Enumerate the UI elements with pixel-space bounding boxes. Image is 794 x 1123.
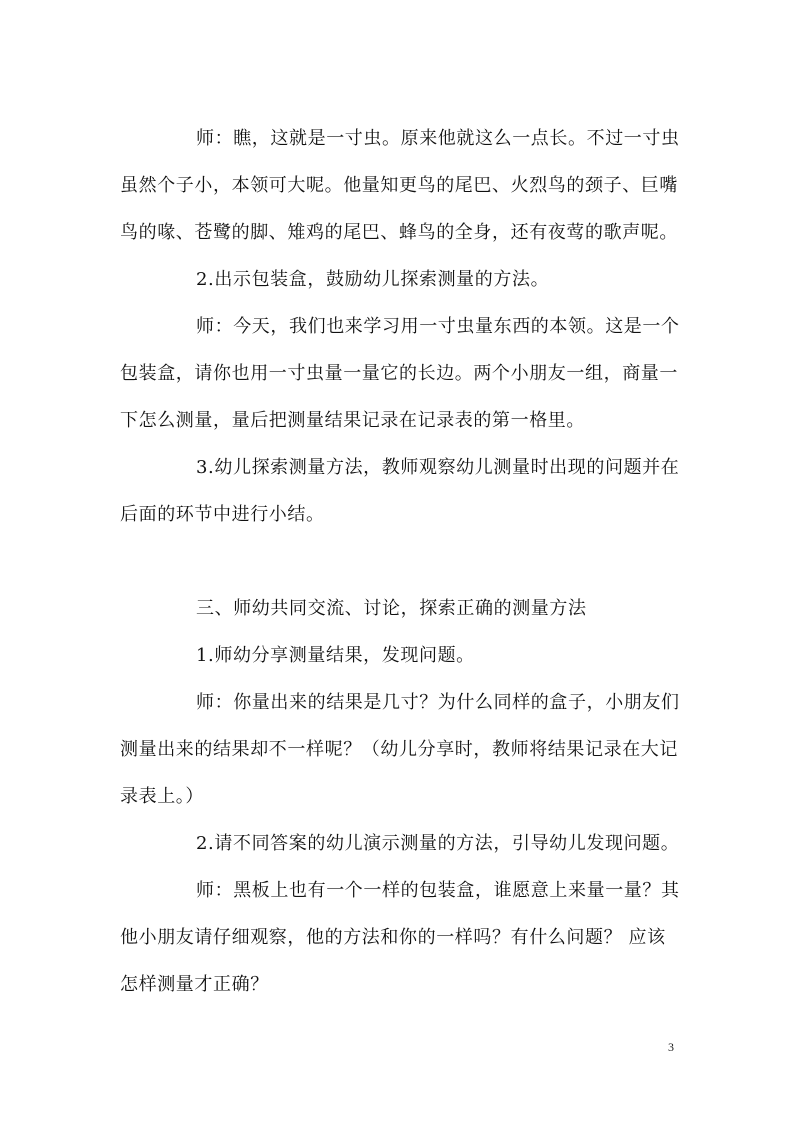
text-line: 2.请不同答案的幼儿演示测量的方法，引导幼儿发现问题。 — [196, 833, 680, 854]
heading-text: 三、师幼共同交流、讨论，探索正确的测量方法 — [196, 598, 587, 619]
text-line: 后面的环节中进行小结。 — [120, 504, 325, 525]
text-line: 1.师幼分享测量结果，发现问题。 — [196, 645, 475, 666]
text-line: 怎样测量才正确？ — [120, 974, 269, 995]
text-line: 下怎么测量，量后把测量结果记录在记录表的第一格里。 — [120, 410, 585, 431]
text-line: 包装盒，请你也用一寸虫量一量它的长边。两个小朋友一组，商量一 — [120, 363, 678, 384]
text-line: 师：今天，我们也来学习用一寸虫量东西的本领。这是一个 — [196, 316, 680, 337]
text-line: 录表上。） — [120, 786, 204, 807]
text-line: 师：黑板上也有一个一样的包装盒，谁愿意上来量一量？其 — [196, 880, 680, 901]
text-line: 测量出来的结果却不一样呢？（幼儿分享时，教师将结果记录在大记 — [120, 739, 678, 760]
text-line: 虽然个子小，本领可大呢。他量知更鸟的尾巴、火烈鸟的颈子、巨嘴 — [120, 175, 678, 196]
text-line: 3.幼儿探索测量方法，教师观察幼儿测量时出现的问题并在 — [196, 457, 680, 478]
page-number: 3 — [668, 1040, 674, 1054]
text-line: 鸟的喙、苍鹭的脚、雉鸡的尾巴、蜂鸟的全身，还有夜莺的歌声呢。 — [120, 222, 678, 243]
text-line: 师：瞧，这就是一寸虫。原来他就这么一点长。不过一寸虫 — [196, 128, 680, 149]
text-line: 2.出示包装盒，鼓励幼儿探索测量的方法。 — [196, 269, 550, 290]
text-line: 师：你量出来的结果是几寸？为什么同样的盒子，小朋友们 — [196, 692, 680, 713]
text-line: 他小朋友请仔细观察，他的方法和你的一样吗？有什么问题？ 应该 — [120, 927, 666, 948]
